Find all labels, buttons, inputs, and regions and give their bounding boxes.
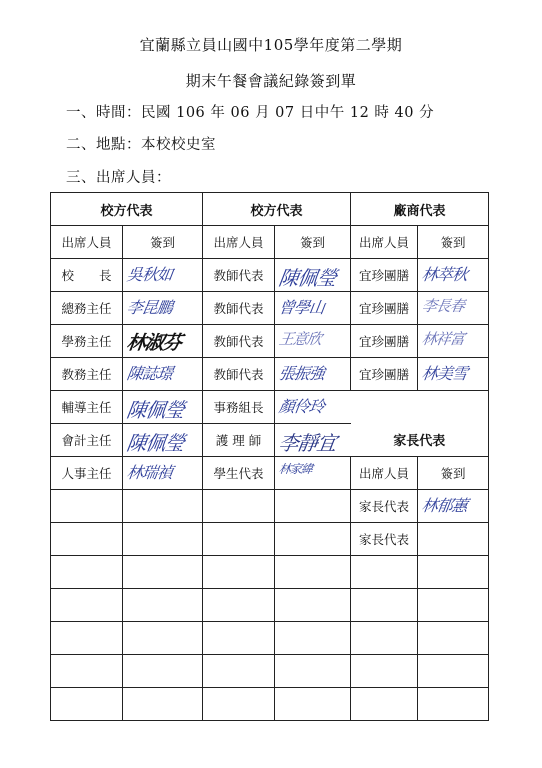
role-cell: 教師代表 (203, 325, 275, 358)
signature-cell (418, 523, 489, 556)
role-cell: 護 理 師 (203, 424, 275, 457)
signin-table (50, 192, 489, 721)
table-row (51, 523, 489, 556)
signature-cell (275, 424, 351, 457)
role-cell: 會計主任 (51, 424, 123, 457)
signature-cell (275, 391, 351, 424)
handwritten-signature: 李靜宜 (277, 431, 338, 455)
empty-cell (351, 391, 489, 424)
group-header-parent: 家長代表 (351, 424, 489, 457)
handwritten-signature: 陳佩瑩 (125, 431, 186, 455)
handwritten-signature: 王意欣 (277, 330, 323, 348)
signature-cell (275, 259, 351, 292)
table-row (51, 589, 489, 622)
col-header-role: 出席人員 (351, 457, 418, 490)
role-cell: 宜珍團膳 (351, 259, 418, 292)
role-cell: 教師代表 (203, 259, 275, 292)
col-header-role: 出席人員 (203, 226, 275, 259)
handwritten-signature: 林淑芬 (125, 332, 183, 354)
handwritten-signature: 陳佩瑩 (125, 398, 186, 422)
role-cell: 家長代表 (351, 523, 418, 556)
signature-cell (418, 325, 489, 358)
meeting-place: 二、地點：本校校史室 (66, 137, 216, 153)
col-header-sign: 簽到 (275, 226, 351, 259)
table-row (51, 292, 489, 325)
role-cell: 總務主任 (51, 292, 123, 325)
signature-cell (123, 457, 203, 490)
handwritten-signature: 陳誌璟 (125, 364, 174, 383)
signature-cell (123, 391, 203, 424)
signature-cell (275, 358, 351, 391)
role-cell: 事務組長 (203, 391, 275, 424)
signature-cell (123, 424, 203, 457)
table-row (51, 655, 489, 688)
table-row (51, 556, 489, 589)
signature-cell (418, 259, 489, 292)
table-row (51, 424, 489, 457)
handwritten-signature: 李昆鵬 (125, 298, 174, 317)
table-row (51, 259, 489, 292)
group-header-vendor: 廠商代表 (351, 193, 489, 226)
document-title: 宜蘭縣立員山國中105學年度第二學期 (139, 36, 403, 54)
handwritten-signature: 張振強 (277, 364, 326, 383)
meeting-time: 一、時間：民國 106 年 06 月 07 日中午 12 時 40 分 (66, 105, 435, 121)
attendees-heading: 三、出席人員： (66, 170, 171, 186)
signature-cell (123, 259, 203, 292)
handwritten-signature: 吳秋如 (125, 265, 174, 284)
role-cell: 教師代表 (203, 358, 275, 391)
role-cell: 教師代表 (203, 292, 275, 325)
signature-cell (123, 325, 203, 358)
table-row (51, 688, 489, 721)
signature-cell (275, 325, 351, 358)
table-row (51, 325, 489, 358)
signature-cell (123, 292, 203, 325)
role-cell: 學務主任 (51, 325, 123, 358)
table-row (51, 622, 489, 655)
role-cell: 教務主任 (51, 358, 123, 391)
col-header-sign: 簽到 (123, 226, 203, 259)
col-header-sign: 簽到 (418, 226, 489, 259)
handwritten-signature: 林瑞禎 (125, 463, 174, 482)
signature-cell (275, 457, 351, 490)
role-cell: 宜珍團膳 (351, 325, 418, 358)
role-cell: 校 長 (51, 259, 123, 292)
table-row (51, 358, 489, 391)
role-cell: 人事主任 (51, 457, 123, 490)
group-header-school-2: 校方代表 (203, 193, 351, 226)
handwritten-signature: 林萃秋 (420, 265, 469, 284)
handwritten-signature: 陳佩瑩 (277, 266, 338, 290)
signature-cell (275, 292, 351, 325)
signature-cell (418, 358, 489, 391)
signature-cell (418, 292, 489, 325)
col-header-sign: 簽到 (418, 457, 489, 490)
handwritten-signature: 林美雪 (420, 364, 469, 383)
group-header-school: 校方代表 (51, 193, 203, 226)
col-header-role: 出席人員 (51, 226, 123, 259)
table-row (51, 391, 489, 424)
handwritten-signature: 林祥富 (420, 330, 466, 348)
handwritten-signature: 林家緯 (277, 462, 313, 476)
signature-cell (418, 490, 489, 523)
signature-cell (123, 358, 203, 391)
role-cell: 家長代表 (351, 490, 418, 523)
handwritten-signature: 曾學山 (277, 298, 326, 317)
role-cell: 宜珍團膳 (351, 292, 418, 325)
table-row (51, 490, 489, 523)
role-cell: 輔導主任 (51, 391, 123, 424)
handwritten-signature: 李長春 (420, 297, 466, 315)
role-cell: 宜珍團膳 (351, 358, 418, 391)
handwritten-signature: 林郁蕙 (420, 496, 469, 515)
col-header-role: 出席人員 (351, 226, 418, 259)
table-row (51, 457, 489, 490)
role-cell: 學生代表 (203, 457, 275, 490)
document-subtitle: 期末午餐會議紀錄簽到單 (185, 72, 357, 90)
handwritten-signature: 顏伶玲 (277, 397, 326, 416)
